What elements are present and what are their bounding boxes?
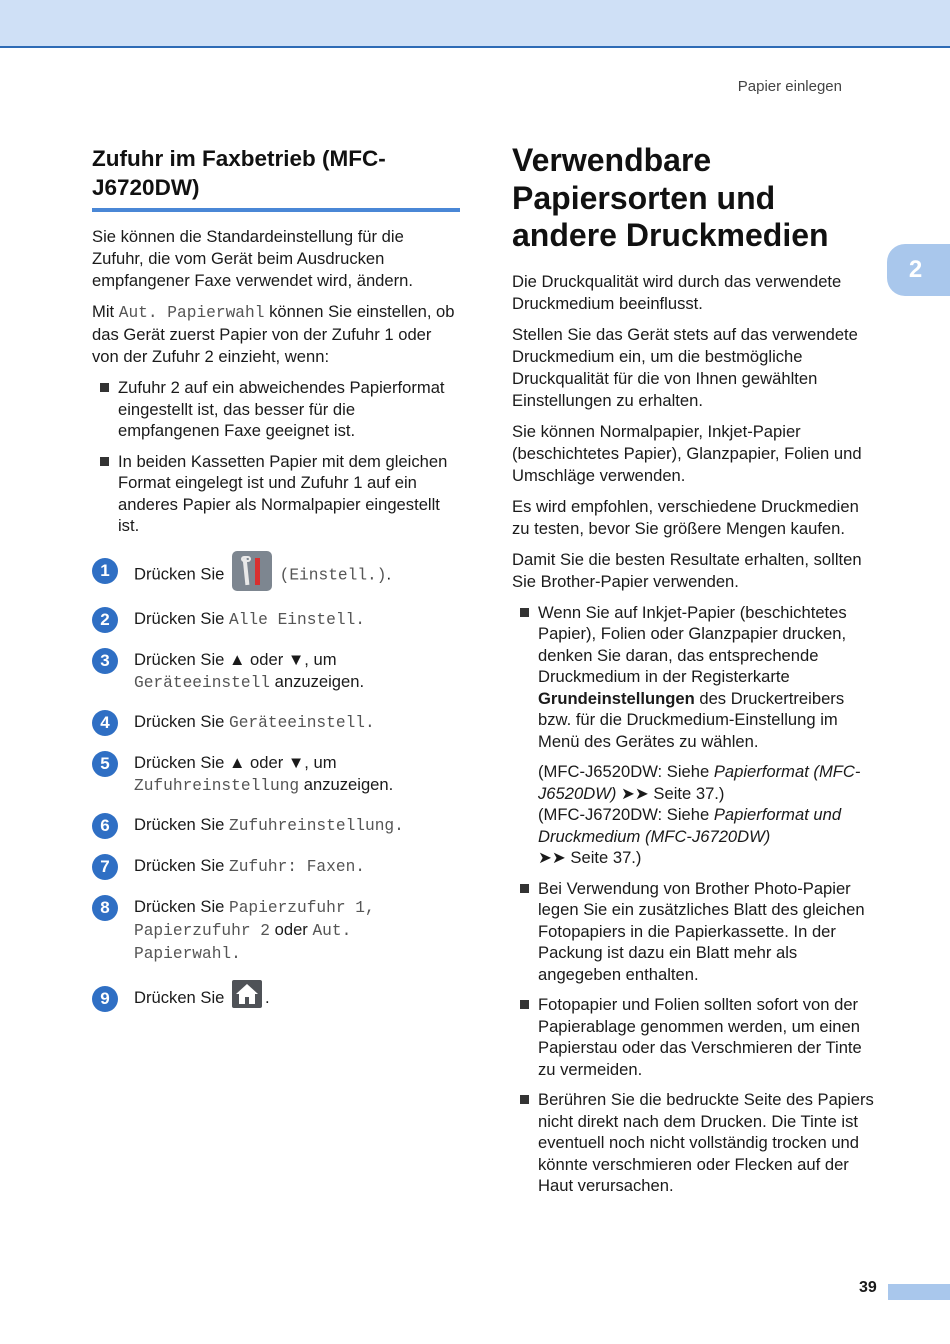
header-band <box>0 0 950 48</box>
step-7 <box>92 855 460 879</box>
list-item-text: des Druckertreibers bzw. für die Druckmedium-Einstellung im Menü des Gerätes zu wählen. <box>538 688 845 751</box>
list-item <box>512 994 880 1080</box>
para-text: können Sie einstellen, ob das Gerät zuerst Papier von der Zufuhr 1 oder von der Zufuhr 2 einzieht, wenn: <box>92 302 455 366</box>
step-text: anzuzeigen. <box>270 671 365 691</box>
reference-link[interactable]: Papierformat und Druckmedium (MFC-J6720DW) <box>538 805 842 846</box>
menu-code: Papierzufuhr 1, Papierzufuhr 2 <box>134 898 375 940</box>
step-number: 7 <box>92 854 118 880</box>
square-bullet-icon <box>100 457 109 466</box>
step-2 <box>92 608 460 632</box>
step-number: 4 <box>92 710 118 736</box>
menu-code: Aut. Papierwahl. <box>134 921 352 963</box>
paragraph: Sie können Normalpapier, Inkjet-Papier (beschichtetes Papier), Glanzpapier, Folien und Umschläge verwenden. <box>512 421 862 485</box>
step-number: 1 <box>92 558 118 584</box>
running-title: Papier einlegen <box>737 78 842 95</box>
menu-code: (Einstell.) <box>279 565 387 584</box>
condition-list <box>92 377 460 537</box>
menu-code: Aut. Papierwahl <box>118 304 265 322</box>
paragraph: Damit Sie die besten Resultate erhalten, sollten Sie Brother-Papier verwenden. <box>512 549 862 591</box>
reference-text: ➤➤ Seite 37.) <box>616 783 725 803</box>
paragraph: Die Druckqualität wird durch das verwendete Druckmedium beeinflusst. <box>512 271 842 313</box>
home-icon[interactable] <box>232 980 262 1008</box>
step-6 <box>92 814 460 838</box>
tab-name: Grundeinstellungen <box>538 688 695 708</box>
paragraph: Stellen Sie das Gerät stets auf das verwendete Druckmedium ein, um die bestmögliche Druckqualität für die von Ihnen gewählten Einstellungen zu erhalten. <box>512 324 858 410</box>
right-column <box>512 142 880 1206</box>
step-text: Drücken Sie <box>134 563 229 583</box>
step-number: 3 <box>92 648 118 674</box>
page-references <box>538 761 880 869</box>
step-text: Drücken Sie <box>134 814 229 834</box>
page-number: 39 <box>859 1279 877 1296</box>
step-text: . <box>265 987 270 1007</box>
list-item-text: Berühren Sie die bedruckte Seite des Papiers nicht direkt nach dem Drucken. Die Tinte ist eventuell noch nicht vollständig trocken und könnte verschmieren oder Flecken auf der Haut verursachen. <box>538 1090 874 1195</box>
step-number: 5 <box>92 751 118 777</box>
para-text: Mit <box>92 302 119 321</box>
step-number: 9 <box>92 986 118 1012</box>
square-bullet-icon <box>520 1095 529 1104</box>
menu-code: Alle Einstell. <box>229 610 365 629</box>
step-text: oder <box>270 919 313 939</box>
list-item <box>92 451 460 537</box>
section-heading-paper-types: Verwendbare Papiersorten und andere Druckmedien <box>512 142 829 253</box>
step-text: Drücken Sie <box>134 987 229 1007</box>
square-bullet-icon <box>520 1000 529 1009</box>
menu-code: Geräteeinstell. <box>229 713 375 732</box>
list-item-text: In beiden Kassetten Papier mit dem gleichen Format eingelegt ist und Zufuhr 1 auf ein anderes Papier als Normalpapier eingestellt ist. <box>118 451 448 535</box>
footer-bar <box>888 1284 950 1300</box>
square-bullet-icon <box>520 608 529 617</box>
menu-code: Zufuhreinstellung. <box>229 816 404 835</box>
step-number: 8 <box>92 895 118 921</box>
intro-paragraph: Sie können die Standardeinstellung für die Zufuhr, die vom Gerät beim Ausdrucken empfangener Faxe verwendet wird, ändern. <box>92 227 413 290</box>
step-text: Drücken Sie <box>134 855 229 875</box>
left-column <box>92 144 460 1028</box>
step-text: Drücken Sie ▲ oder ▼, um <box>134 752 337 772</box>
list-item <box>512 1089 880 1197</box>
reference-text: (MFC-J6520DW: Siehe <box>538 762 714 781</box>
list-item-text: Wenn Sie auf Inkjet-Papier (beschichtetes Papier), Folien oder Glanzpapier drucken, denken Sie daran, das entsprechende Druckmedium in der Registerkarte <box>538 602 847 686</box>
list-item <box>92 377 460 442</box>
menu-code: Zufuhr: Faxen. <box>229 857 365 876</box>
list-item-text: Zufuhr 2 auf ein abweichendes Papierformat eingestellt ist, das besser für die empfangenen Faxe geeignet ist. <box>118 378 445 440</box>
reference-link[interactable]: Papierformat (MFC-J6520DW) <box>538 762 861 803</box>
tips-list <box>512 602 880 1197</box>
section-heading-fax-tray: Zufuhr im Faxbetrieb (MFC-J6720DW) <box>92 144 460 212</box>
list-item-text: Bei Verwendung von Brother Photo-Papier legen Sie ein zusätzliches Blatt des gleichen Fotopapiers in die Papierkassette. In der Packung ist dazu ein Blatt mehr als angegeben enthalten. <box>538 878 865 984</box>
step-text: Drücken Sie <box>134 711 229 731</box>
chapter-tab: 2 <box>887 244 950 296</box>
paragraph: Es wird empfohlen, verschiedene Druckmedien zu testen, bevor Sie größere Mengen kaufen. <box>512 496 859 538</box>
list-item-text: Fotopapier und Folien sollten sofort von der Papierablage genommen werden, um einen Papierstau oder das Verschmieren der Tinte zu vermeiden. <box>538 995 862 1079</box>
reference-text: ➤➤ Seite 37.) <box>538 848 642 867</box>
step-1 <box>92 559 460 591</box>
step-5 <box>92 752 460 797</box>
step-list <box>92 559 460 1011</box>
step-text: Drücken Sie <box>134 608 229 628</box>
square-bullet-icon <box>520 884 529 893</box>
menu-code: Geräteeinstell <box>134 673 270 692</box>
settings-tools-icon[interactable] <box>232 551 272 591</box>
step-number: 6 <box>92 813 118 839</box>
step-text: Drücken Sie ▲ oder ▼, um <box>134 649 337 669</box>
step-4 <box>92 711 460 735</box>
menu-code: Zufuhreinstellung <box>134 776 300 795</box>
step-number: 2 <box>92 607 118 633</box>
step-3 <box>92 649 460 694</box>
list-item <box>512 602 880 869</box>
square-bullet-icon <box>100 383 109 392</box>
auto-select-paragraph <box>92 301 460 368</box>
step-text: anzuzeigen. <box>299 774 394 794</box>
reference-text: (MFC-J6720DW: Siehe <box>538 805 714 824</box>
step-text: . <box>386 563 392 583</box>
list-item <box>512 878 880 986</box>
step-text: Drücken Sie <box>134 896 229 916</box>
step-8 <box>92 896 460 965</box>
step-9 <box>92 987 460 1011</box>
